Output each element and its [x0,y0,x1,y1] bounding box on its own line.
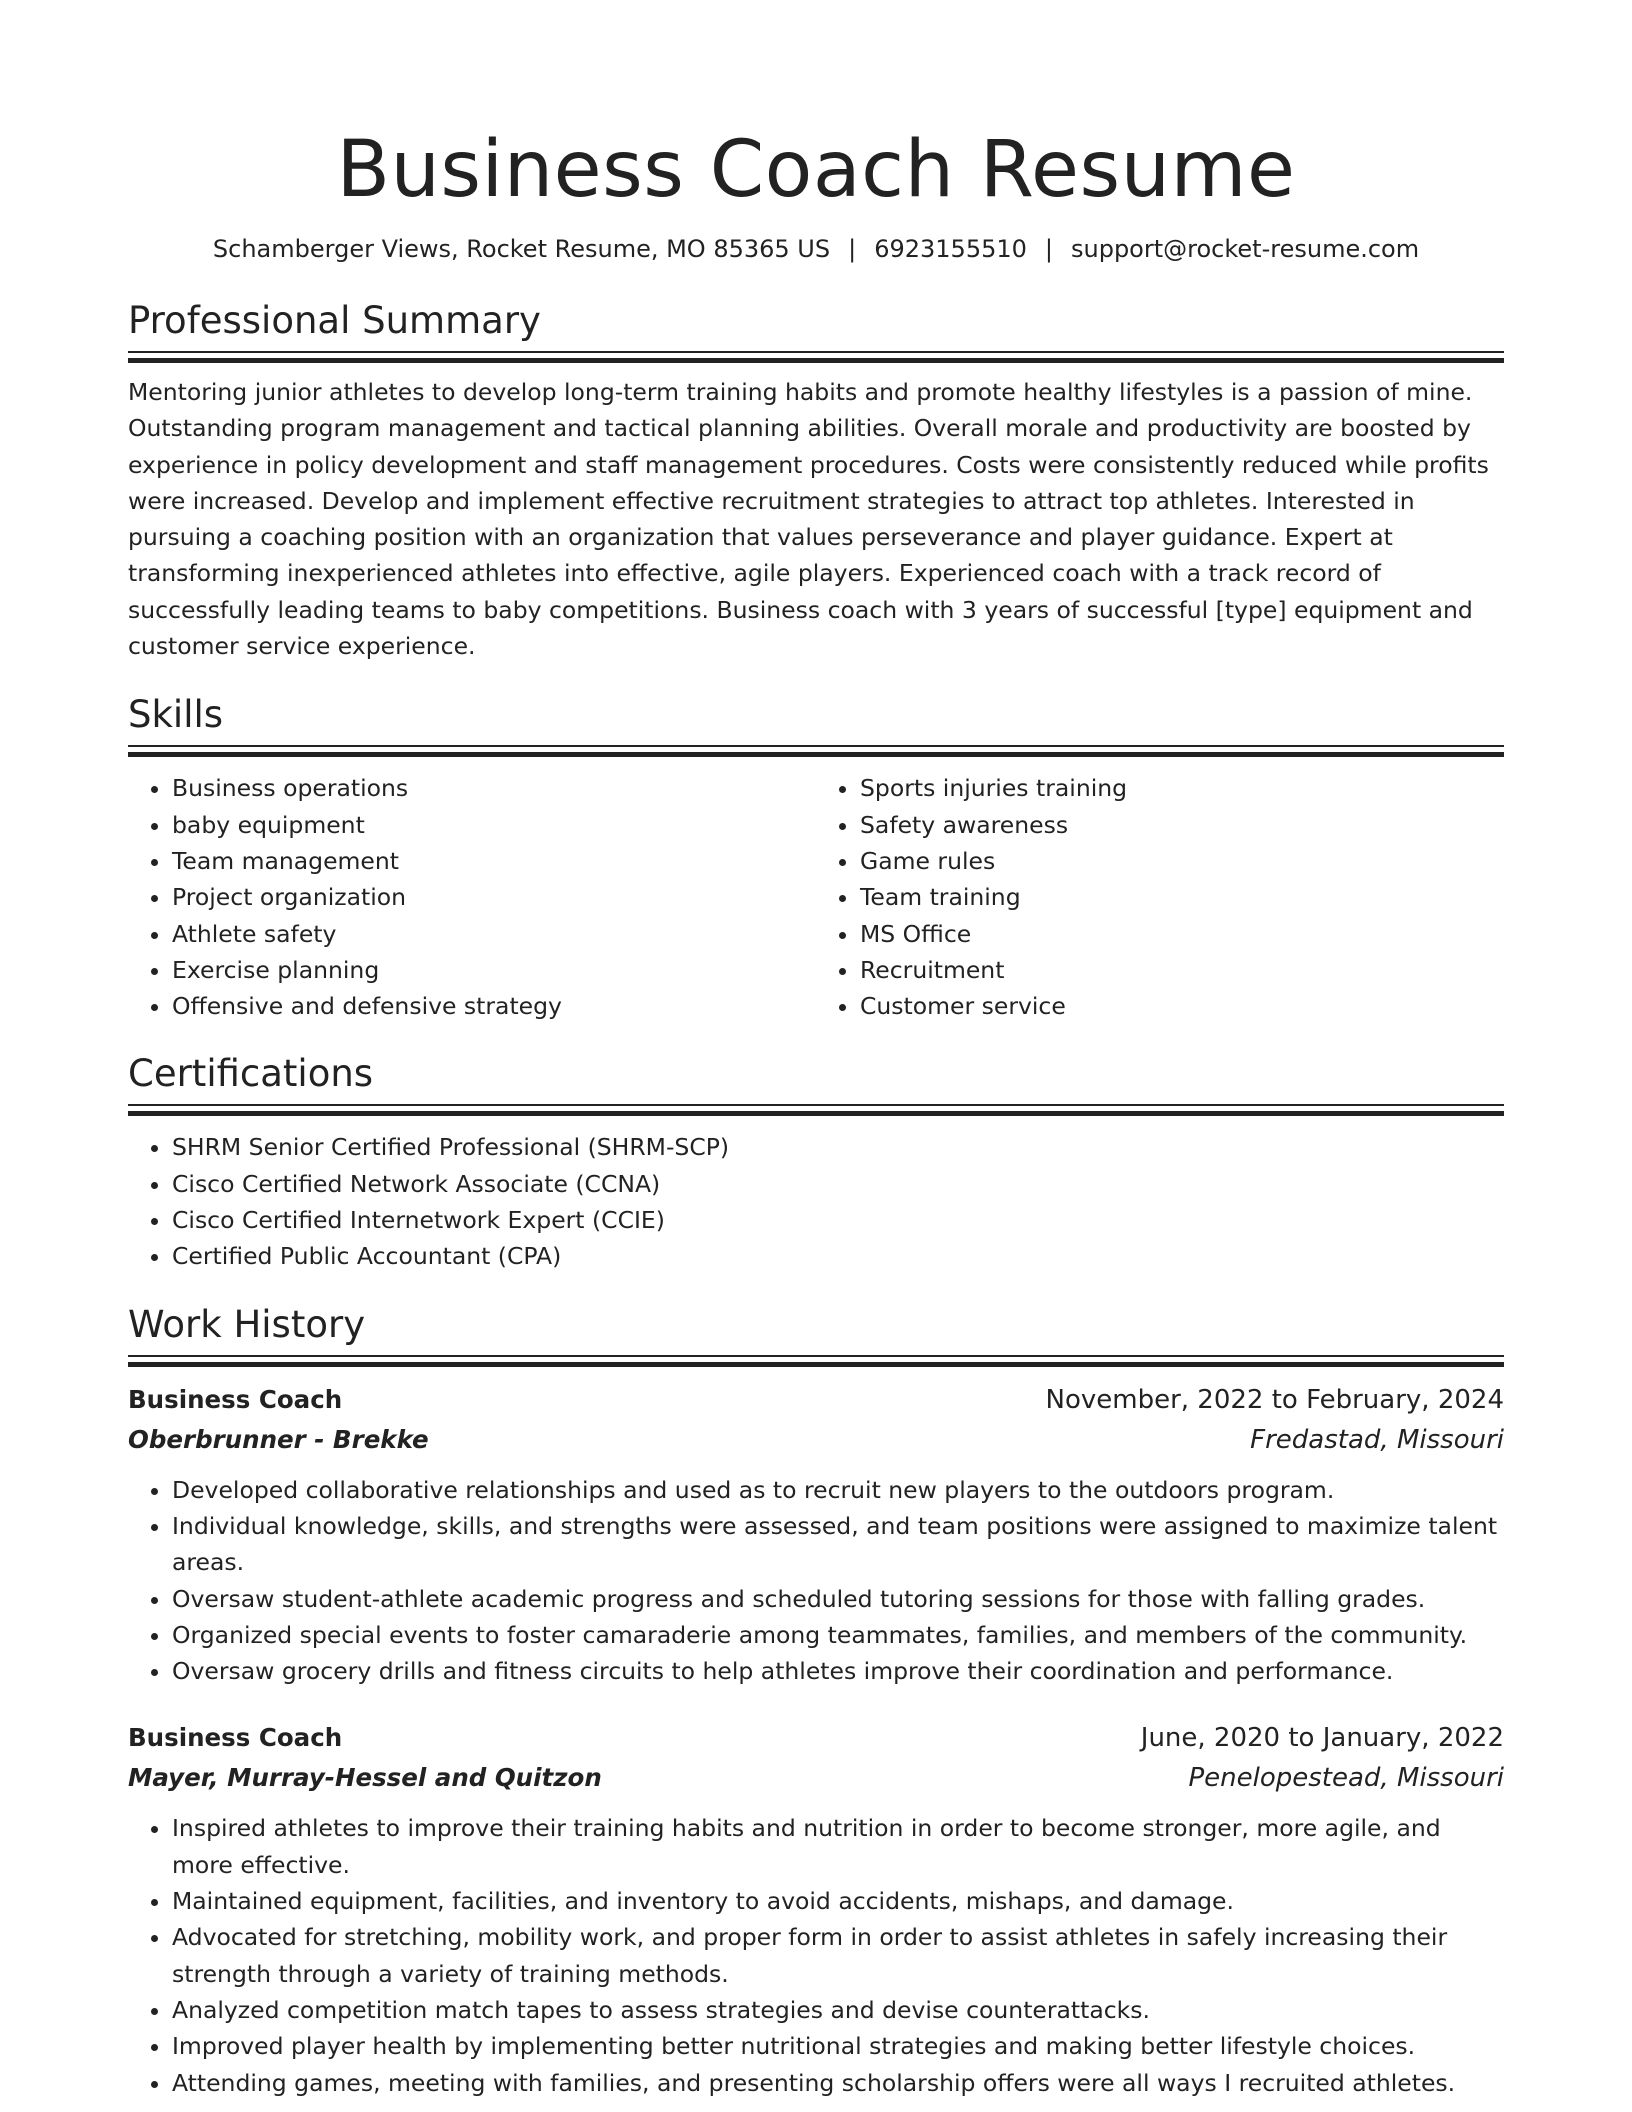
job-dates: November, 2022 to February, 2024 [1045,1384,1504,1415]
job-company: Mayer, Murray-Hessel and Quitzon [128,1763,602,1793]
section-heading-work-history: Work History [128,1302,366,1346]
certification-item: • Certified Public Accountant (CPA) [172,1238,1504,1274]
contact-address: Schamberger Views, Rocket Resume, MO 85365 US [212,235,831,263]
skills-list-right [816,770,1504,1024]
resume-title: Business Coach Resume [336,125,1296,215]
job-bullet: • Oversaw student-athlete academic progress and scheduled tutoring sessions for those with falling grades. [172,1581,1504,1617]
skill-item: • Athlete safety [172,916,816,952]
skill-item: • baby equipment [172,807,816,843]
section-heading-certifications: Certifications [128,1052,374,1096]
job-bullet: • Individual knowledge, skills, and strengths were assessed, and team positions were assigned to maximize talent areas. [172,1508,1504,1581]
certifications-section [128,1048,1504,1274]
section-heading-skills: Skills [128,693,224,737]
job-entry [128,1718,1504,2100]
job-title: Business Coach [128,1723,343,1753]
job-bullet: • Organized special events to foster camaraderie among teammates, families, and members of the community. [172,1617,1504,1653]
skill-item: • Exercise planning [172,952,816,988]
skill-item: • Customer service [860,988,1504,1024]
job-entry [128,1380,1504,1690]
contact-separator: | [848,235,857,263]
job-bullet: • Advocated for stretching, mobility work, and proper form in order to assist athletes in safely increasing their strength through a variety of training methods. [172,1919,1504,1992]
skill-item: • Safety awareness [860,807,1504,843]
job-bullet: • Analyzed competition match tapes to assess strategies and devise counterattacks. [172,1992,1504,2028]
job-bullet: • Attending games, meeting with families, and presenting scholarship offers were all ways I recruited athletes. [172,2065,1504,2101]
skills-columns [128,770,1504,1024]
skill-item: • Recruitment [860,952,1504,988]
section-divider [128,1355,1504,1368]
skill-item: • Team management [172,843,816,879]
skills-list-left [128,770,816,1024]
job-dates: June, 2020 to January, 2022 [1140,1723,1504,1754]
certifications-list [128,1129,1504,1274]
job-bullets [128,1472,1504,1690]
job-location: Fredastad, Missouri [1250,1424,1504,1455]
work-history-section [128,1299,1504,2101]
skills-section [128,689,1504,1024]
job-bullet: • Improved player health by implementing better nutritional strategies and making better lifestyle choices. [172,2028,1504,2064]
section-divider [128,745,1504,758]
skill-item: • Team training [860,879,1504,915]
job-header [128,1718,1504,1758]
job-header [128,1380,1504,1420]
skill-item: • Offensive and defensive strategy [172,988,816,1024]
section-heading-summary: Professional Summary [128,299,541,342]
skill-item: • Business operations [172,770,816,806]
contact-email: support@rocket-resume.com [1071,235,1420,263]
skill-item: • Game rules [860,843,1504,879]
job-bullets [128,1810,1504,2100]
job-bullet: • Maintained equipment, facilities, and inventory to avoid accidents, mishaps, and damage. [172,1883,1504,1919]
job-bullet: • Inspired athletes to improve their training habits and nutrition in order to become stronger, more agile, and more effective. [172,1810,1504,1883]
contact-separator: | [1044,235,1053,263]
skill-item: • Sports injuries training [860,770,1504,806]
contact-phone: 6923155510 [874,235,1027,263]
job-bullet: • Developed collaborative relationships and used as to recruit new players to the outdoors program. [172,1472,1504,1508]
job-subheader [128,1420,1504,1460]
job-subheader [128,1758,1504,1798]
summary-text: Mentoring junior athletes to develop long-term training habits and promote healthy lifestyles is a passion of mine. Outstanding program management and tactical planning abilities. Overall morale and productivity are boosted by experience in policy development and staff management procedures. Costs were consistently reduced while profits were increased. Develop and implement effective recruitment strategies to attract top athletes. Interested in pursuing a coaching position with an organization that values perseverance and player guidance. Expert at transforming inexperienced athletes into effective, agile players. Experienced coach with a track record of successfully leading teams to baby competitions. Business coach with 3 years of successful [type] equipment and customer service experience. [128,378,1489,661]
job-location: Penelopestead, Missouri [1188,1763,1504,1794]
contact-line [128,232,1504,266]
section-divider [128,1104,1504,1117]
skill-item: • MS Office [860,916,1504,952]
summary-section [128,295,1504,664]
job-title: Business Coach [128,1384,343,1414]
resume-page [128,0,1504,2101]
job-bullet: • Oversaw grocery drills and fitness circuits to help athletes improve their coordination and performance. [172,1653,1504,1689]
job-company: Oberbrunner - Brekke [128,1424,429,1454]
certification-item: • Cisco Certified Network Associate (CCNA) [172,1166,1504,1202]
certification-item: • SHRM Senior Certified Professional (SHRM-SCP) [172,1129,1504,1165]
certification-item: • Cisco Certified Internetwork Expert (CCIE) [172,1202,1504,1238]
skill-item: • Project organization [172,879,816,915]
section-divider [128,351,1504,364]
